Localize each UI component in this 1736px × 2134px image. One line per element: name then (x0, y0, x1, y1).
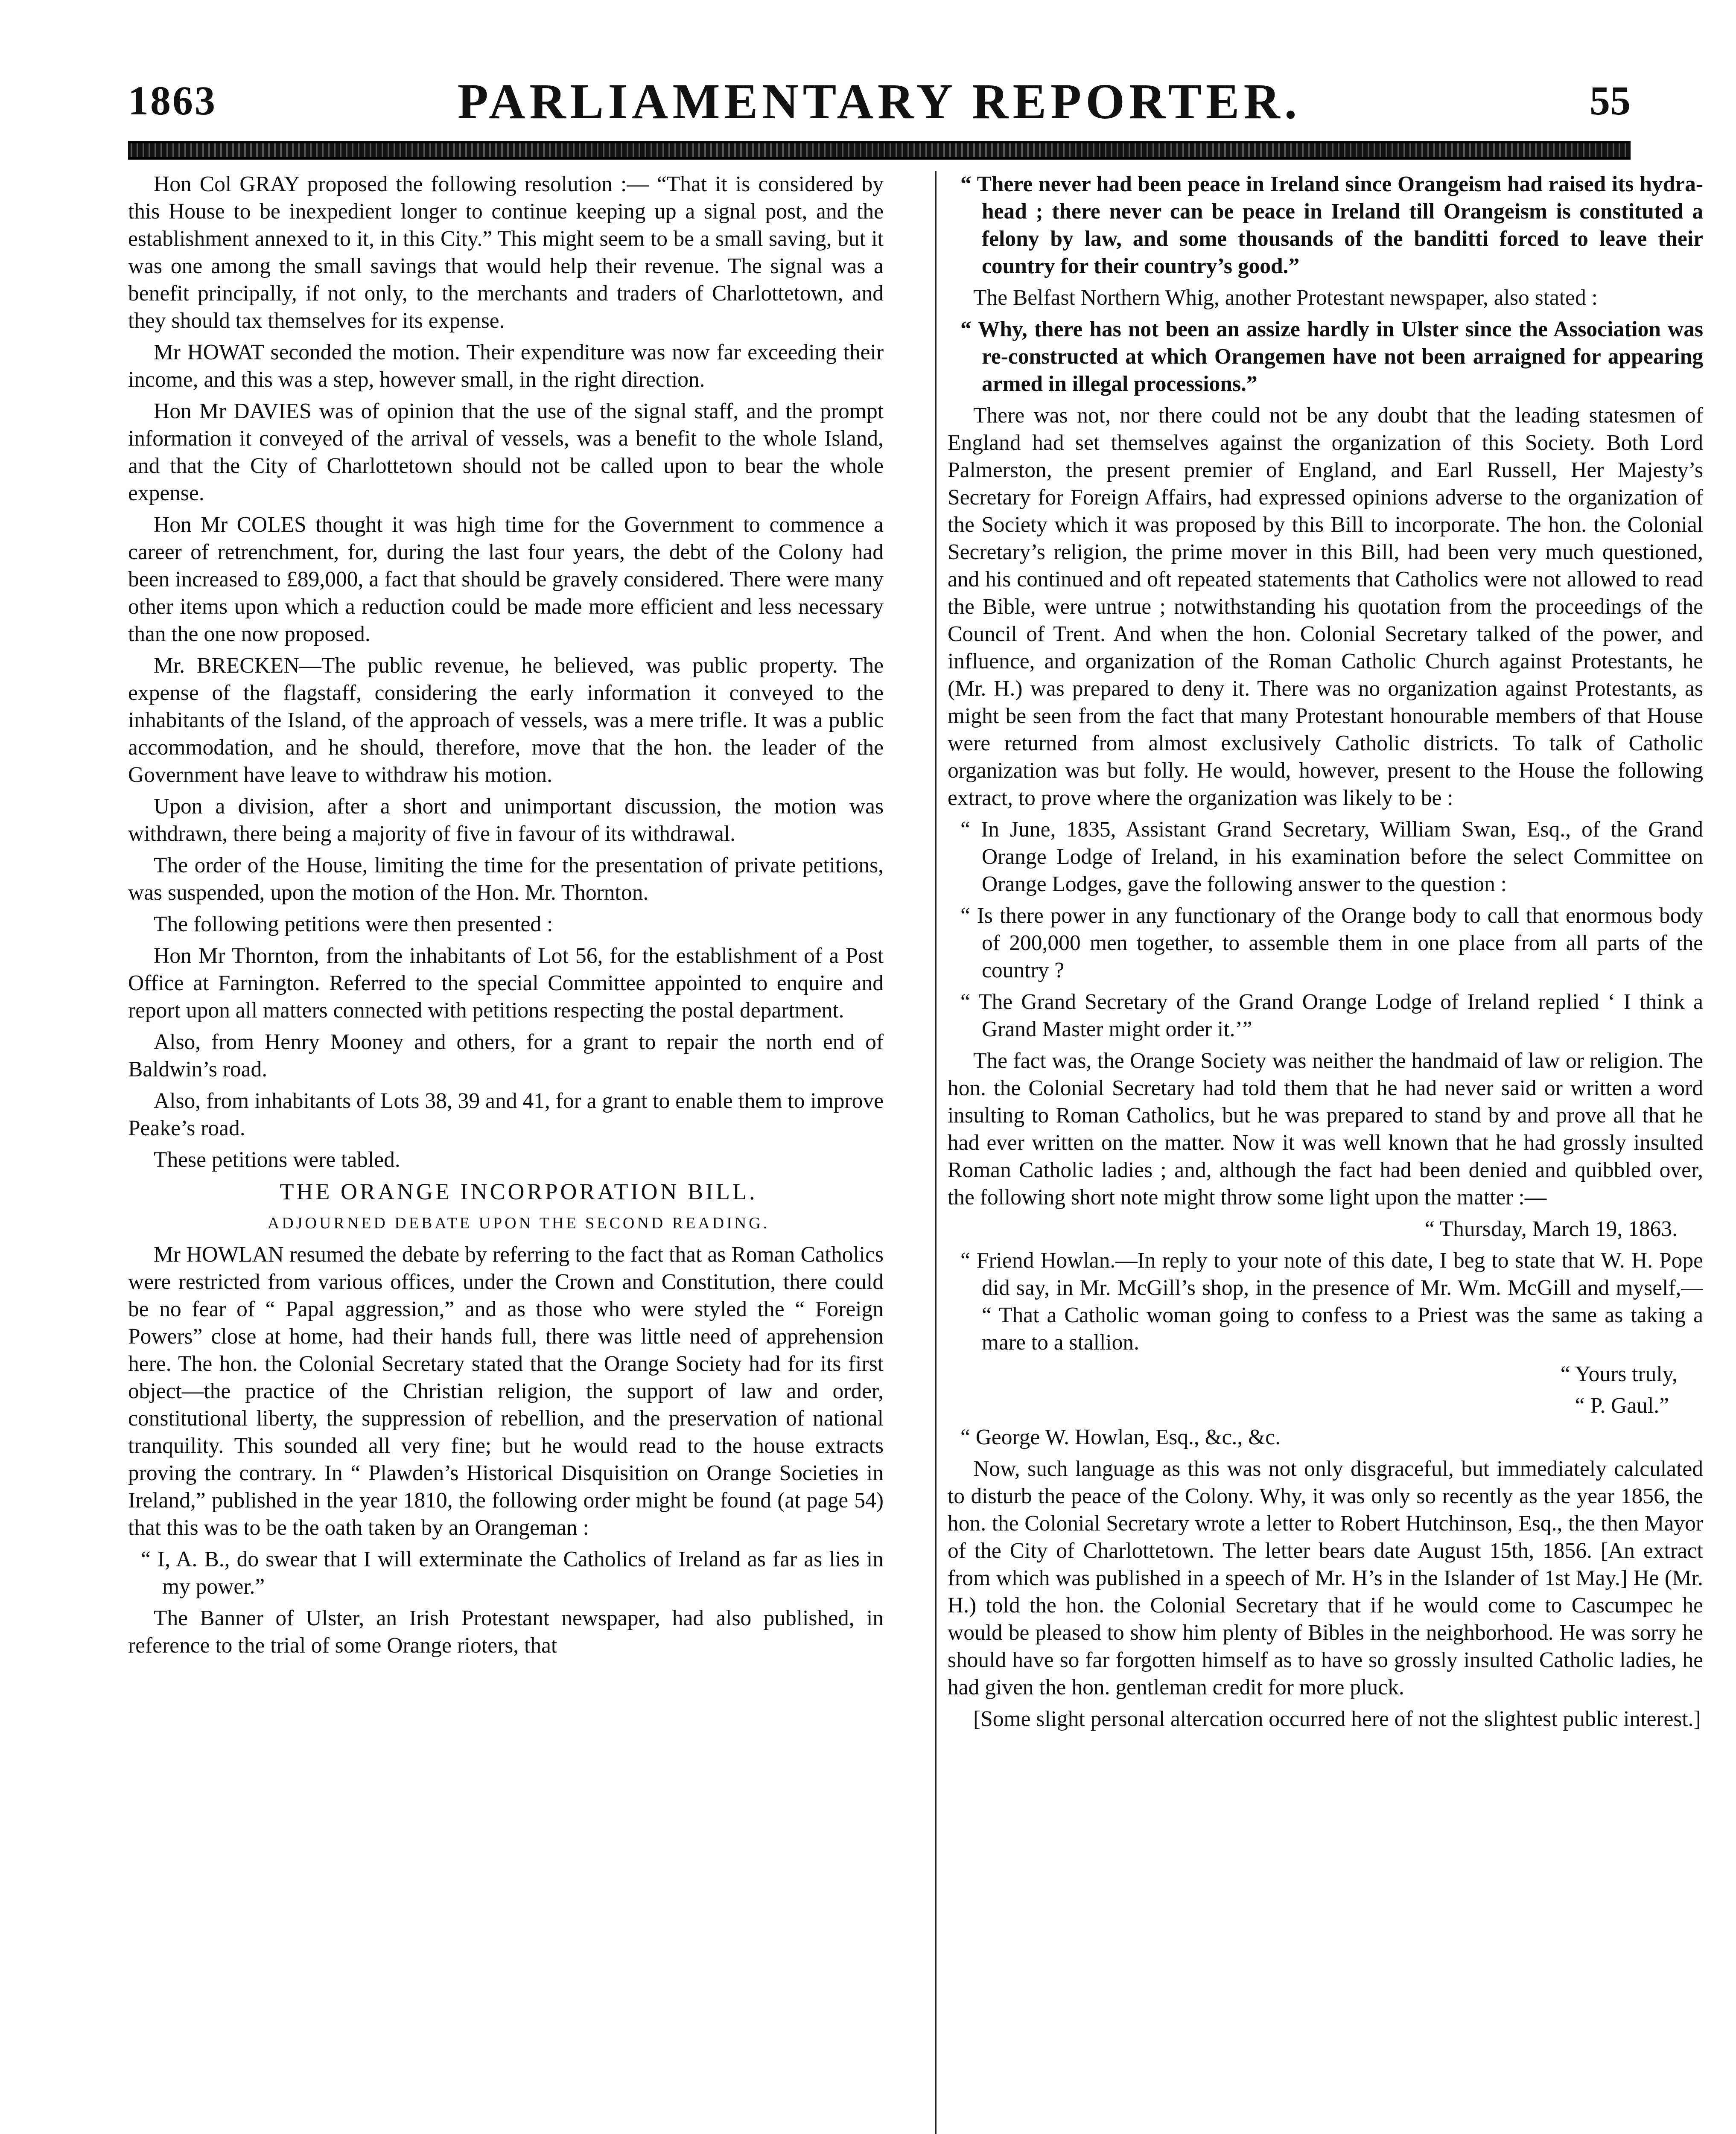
paragraph: [Some slight personal altercation occurred here of not the slightest public interest.] (973, 1707, 1701, 1731)
masthead-title: PARLIAMENTARY REPORTER. (457, 73, 1301, 129)
page-number: 55 (1590, 78, 1631, 123)
column-divider (935, 171, 937, 2134)
quoted-passage: “ Friend Howlan.—In reply to your note of this date, I beg to state that W. H. Pope did say, in Mr. McGill’s shop, in the presence of Mr. Wm. McGill and myself,— “ That a Catholic woman going to confess to a Priest was the same as taking a mare to a stallion. (960, 1248, 1703, 1355)
left-column (128, 171, 884, 2134)
quoted-passage: “ The Grand Secretary of the Grand Orange Lodge of Ireland replied ‘ I think a Grand Master might order it.’” (960, 990, 1703, 1041)
paragraph: Hon Mr COLES thought it was high time for the Government to commence a career of retrenchment, for, during the last four years, the debt of the Colony had been increased to £89,000, a fact that should be gravely considered. There were many other items upon which a reduction could be made more efficient and less necessary than the one now proposed. (128, 513, 884, 646)
paragraph: Mr HOWLAN resumed the debate by referring to the fact that as Roman Catholics were restricted from various offices, under the Crown and Constitution, there could be no fear of “ Papal aggression,” and as those who were styled the “ Foreign Powers” close at home, had their hands full, there was little need of apprehension here. The hon. the Colonial Secretary stated that the Orange Society had for its first object—the practice of the Christian religion, the support of law and order, constitutional liberty, the suppression of rebellion, and the preservation of national tranquility. This sounded all very fine; but he would read to the house extracts proving the contrary. In “ Plawden’s Historical Disquisition on Orange Societies in Ireland,” published in the year 1810, the following order might be found (at page 54) that this was to be the oath taken by an Orangeman : (128, 1242, 884, 1540)
letter-signature: “ P. Gaul.” (1575, 1394, 1669, 1418)
quoted-passage: “ There never had been peace in Ireland since Orangeism had raised its hydra-head ; there never can be peace in Ireland till Orangeism is constituted a felony by law, and some thousands of the banditti forced to leave their country for their country’s good.” (960, 172, 1703, 278)
paragraph: The Belfast Northern Whig, another Protestant newspaper, also stated : (973, 286, 1598, 310)
paragraph: The fact was, the Orange Society was neither the handmaid of law or religion. The hon. the Colonial Secretary had told them that he had never said or written a word insulting to Roman Catholics, but he was prepared to stand by and prove all that he had ever written on the matter. Now it was well known that he had grossly insulted Roman Catholic ladies ; and, although the fact had been denied and quibbled over, the following short note might throw some light upon the matter :— (948, 1049, 1703, 1210)
paragraph: There was not, nor there could not be any doubt that the leading statesmen of England had set themselves against the organization of this Society. Both Lord Palmerston, the present premier of England, and Earl Russell, Her Majesty’s Secretary for Foreign Affairs, had expressed opinions adverse to the organization of the Society which it was proposed by this Bill to incorporate. The hon. the Colonial Secretary’s religion, the prime mover in this Bill, had been very much questioned, and his continued and oft repeated statements that Catholics were not allowed to read the Bible, were untrue ; notwithstanding his quotation from the proceedings of the Council of Trent. And when the hon. Colonial Secretary talked of the power, and influence, and organization of the Roman Catholic Church against Protestants, he (Mr. H.) was prepared to deny it. There was no organization against Protestants, as might be seen from the fact that many Protestant honourable members of that House were returned from almost exclusively Catholic districts. To talk of Catholic organization was but folly. He would, however, present to the House the following extract, to prove where the organization was likely to be : (948, 403, 1703, 810)
quoted-passage: “ I, A. B., do swear that I will exterminate the Catholics of Ireland as far as lies in my power.” (141, 1547, 884, 1599)
paragraph: Hon Mr Thornton, from the inhabitants of Lot 56, for the establishment of a Post Office at Farnington. Referred to the special Committee appointed to enquire and report upon all matters connected with petitions respecting the postal department. (128, 944, 884, 1023)
paragraph: The Banner of Ulster, an Irish Protestant newspaper, had also published, in reference to the trial of some Orange rioters, that (128, 1606, 884, 1658)
section-title: THE ORANGE INCORPORATION BILL. (280, 1179, 758, 1204)
section-subtitle: ADJOURNED DEBATE UPON THE SECOND READING. (267, 1214, 770, 1232)
quoted-passage: “ George W. Howlan, Esq., &c., &c. (960, 1425, 1281, 1449)
page-header (128, 73, 1631, 137)
paragraph: Mr. BRECKEN—The public revenue, he believed, was public property. The expense of the flagstaff, considering the early information it conveyed to the inhabitants of the Island, of the approach of vessels, was a mere trifle. It was a public accommodation, and he should, therefore, move that the hon. the leader of the Government have leave to withdraw his motion. (128, 653, 884, 787)
paragraph: Hon Col GRAY proposed the following resolution :— “That it is considered by this House to be inexpedient longer to continue keeping up a signal post, and the establishment annexed to it, in this City.” This might seem to be a small saving, but it was one among the small savings that would help their revenue. The signal was a benefit principally, if not only, to the merchants and traders of Charlottetown, and they should tax themselves for its expense. (128, 172, 884, 333)
paragraph: The following petitions were then presented : (154, 912, 553, 936)
paragraph: These petitions were tabled. (154, 1148, 400, 1172)
paragraph: Also, from inhabitants of Lots 38, 39 and 41, for a grant to enable them to improve Peake’s road. (128, 1089, 884, 1140)
letter-dateline: “ Thursday, March 19, 1863. (1424, 1217, 1678, 1241)
paragraph: Mr HOWAT seconded the motion. Their expenditure was now far exceeding their income, and this was a step, however small, in the right direction. (128, 340, 884, 392)
paragraph: Hon Mr DAVIES was of opinion that the use of the signal staff, and the prompt information it conveyed of the arrival of vessels, was a benefit to the whole Island, and that the City of Charlottetown should not be called upon to bear the whole expense. (128, 399, 884, 505)
quoted-passage: “ In June, 1835, Assistant Grand Secretary, William Swan, Esq., of the Grand Orange Lodge of Ireland, in his examination before the select Committee on Orange Lodges, gave the following answer to the question : (960, 817, 1703, 896)
paragraph: The order of the House, limiting the time for the presentation of private petitions, was suspended, upon the motion of the Hon. Mr. Thornton. (128, 853, 884, 905)
letter-dateline: “ Yours truly, (1560, 1362, 1678, 1386)
header-rule (128, 141, 1631, 160)
quoted-passage: “ Is there power in any functionary of the Orange body to call that enormous body of 200,000 men together, to assemble them in one place from all parts of the country ? (960, 904, 1703, 982)
paragraph: Now, such language as this was not only disgraceful, but immediately calculated to disturb the peace of the Colony. Why, it was only so recently as the year 1856, the hon. the Colonial Secretary wrote a letter to Robert Hutchinson, Esq., the then Mayor of the City of Charlottetown. The letter bears date August 15th, 1856. [An extract from which was published in a speech of Mr. H’s in the Islander of 1st May.] He (Mr. H.) told the hon. the Colonial Secretary that if he would come to Cascumpec he would be pleased to show him plenty of Bibles in the neighborhood. He was sorry he should have so far forgotten himself as to have so grossly insulted Catholic ladies, he had given the hon. gentleman credit for more pluck. (948, 1457, 1703, 1700)
paragraph: Also, from Henry Mooney and others, for a grant to repair the north end of Baldwin’s road. (128, 1030, 884, 1082)
header-year: 1863 (128, 78, 217, 123)
paragraph: Upon a division, after a short and unimportant discussion, the motion was withdrawn, there being a majority of five in favour of its withdrawal. (128, 794, 884, 846)
right-column (948, 171, 1703, 2134)
quoted-passage: “ Why, there has not been an assize hardly in Ulster since the Association was re-constructed at which Orangemen have not been arraigned for appearing armed in illegal processions.” (960, 317, 1703, 396)
